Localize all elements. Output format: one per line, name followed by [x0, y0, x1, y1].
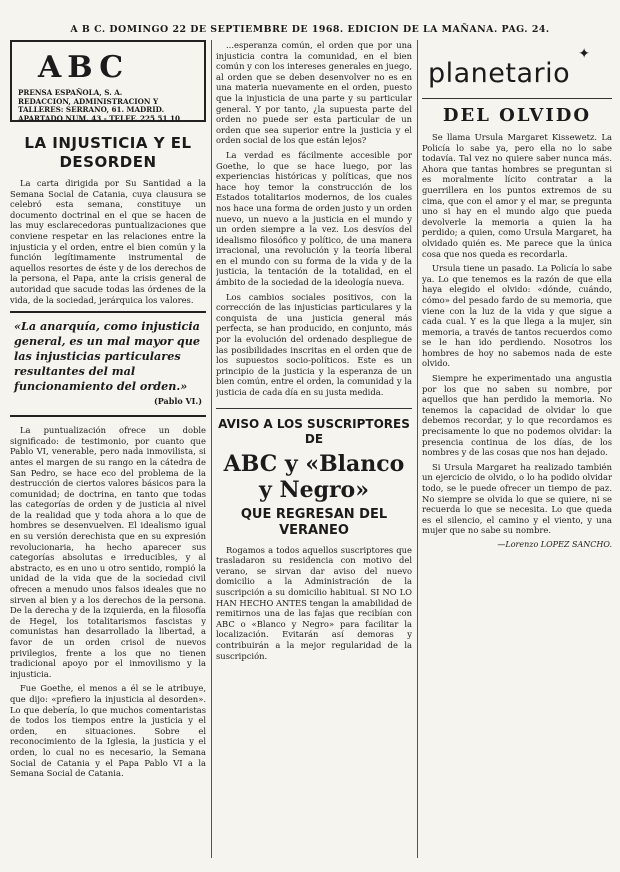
star-icon: ✦ [578, 46, 590, 62]
pull-quote-attribution: (Pablo VI.) [153, 396, 202, 407]
abc-company: PRENSA ESPAÑOLA, S. A. [18, 88, 123, 97]
author-signature: —Lorenzo LOPEZ SANCHO. [497, 539, 612, 549]
abc-logo: ABC [38, 50, 130, 85]
column-left [10, 40, 206, 862]
pull-quote [10, 311, 206, 417]
planetario-wordmark: planetario [428, 58, 571, 89]
article-paragraph: La puntualización ofrece un doble significado: de testimonio, por cuanto que Pablo VI, venerable, pero nada inmovilista, si antes el margen de su rango en la cátedra de San Pedro, se hace eco del problema de la destrucción de ciertos valores básicos para la comunidad; de doctrina, en tanto que todas las categorías de orden y de justicia al nivel de la realidad que y toda ahora a lo que de hombres se desenvuelven. El idealismo igual en su versión derechista que en su expresión revolucionaria, ha hecho aparecer sus categorías absolutas e irreducibles, y al abstracto, es en uno u otro sentido, rompió la unidad de la vida que de la sociedad civil ofrecen a menudo unos falsos ideales que no sirven al bien y a los derechos de la persona. De la derecha y de la izquierda, en la filosofía de Hegel, los totalitarismos fascistas y comunistas han desarrollado la libertad, a favor de un orden crisol de nuevos privilegios, frente a los que no tienen tradicional apoyo por el inmovilismo y la injusticia. [10, 425, 206, 679]
column-right [422, 40, 612, 862]
article-headline: LA INJUSTICIA Y EL DESORDEN [24, 134, 192, 171]
abc-masthead-box [10, 40, 206, 122]
subscriber-notice [216, 408, 412, 662]
article-paragraph: ...esperanza común, el orden que por una injusticia contra la comunidad, en el bien común y con los intereses generales en juego, al orden que se deben desenvolver no es en una materia nuevamente en el orden, puesto que la injusticia de una parte y su particular general. Y por tanto, ¿la supuesta parte del orden no puede ser esta particular de un orden que sea superior entre la justicia y el orden social de los que están lejos? [216, 40, 412, 146]
article-paragraph: Los cambios sociales positivos, con la corrección de las injusticias particulares y la conquista de una justicia general más perfecta, se han producido, en conjunto, más por la evolución del ordenado despliegue de las posibilidades inscritas en el orden que de los supuestos socio-políticos. Este es un principio de la justicia y la esperanza de un bien común, entre el orden, la comunidad y la justicia de cada día en su justa medida. [216, 291, 412, 397]
pull-quote-text: «La anarquía, como injusticia general, es un mal mayor que las injusticias particulares resultantes del mal funcionamiento del orden.» [14, 319, 200, 394]
column-paragraph: Siempre he experimentado una angustia por los que no saben su nombre, por aquellos que han perdido la memoria. No tenemos la capacidad de olvidar lo que debemos recordar, y lo que recordamos es precisamente lo que no podemos olvidar: la presencia continua de los días, de los nombres y de las cosas que nos han dejado. [422, 373, 612, 458]
column-paragraph: Si Ursula Margaret ha realizado también un ejercicio de olvido, o lo ha podido olvidar todo, se le puede ofrecer un tiempo de paz. No siempre se olvida lo que se quiere, ni se recuerda lo que se necesita. Lo que queda es el silencio, el camino y el viento, y una mujer que no sabe su nombre. [422, 461, 612, 536]
notice-heading: AVISO A LOS SUSCRIPTORES DE [218, 416, 410, 446]
column-divider-right [417, 40, 418, 858]
abc-address: REDACCION, ADMINISTRACION Y TALLERES: SERRANO, 61. MADRID. [18, 96, 165, 115]
article-paragraph: Fue Goethe, el menos a él se le atribuye, que dijo: «prefiero la injusticia al desorden». Lo que debería, lo que muchos comentaristas de todos los tiempos entre la justicia y el orden, en situaciones. Sobre el reconocimiento de la Iglesia, la justicia y el orden, lo cual no es necesario, la Semana Social de Catania y el Papa Pablo VI a la Semana Social de Catania. [10, 683, 206, 779]
article-paragraph: La verdad es fácilmente accesible por Goethe, lo que se hace luego, por las experiencias históricas y políticas, que nos hace hoy temor la construcción de los Estados totalitarios modernos, de los cuales nos hace una forma de orden justo y un orden nuevo, un nuevo a la justicia en el mundo y un orden siempre a la vez. Los desvíos del idealismo filosófico y político, de una manera irracional, una revolución y la teoría liberal en el mundo con su forma de la vida y de la justicia, la tentación de la totalidad, en el ámbito de la sociedad de la ideología nueva. [216, 149, 412, 288]
column-middle [216, 40, 412, 862]
planetario-banner [422, 40, 612, 99]
notice-body: Rogamos a todos aquellos suscriptores que trasladaron su residencia con motivo del verano, se sirvan dar aviso del nuevo domicilio a la Administración de la suscripción a su domicilio habitual. SI NO LO HAN HECHO ANTES tengan la amabilidad de remitirnos una de las fajas que recibían con ABC o «Blanco y Negro» para facilitar la localización. Evitarán así demoras y contribuirán a la mejor regularidad de la suscripción. [216, 544, 412, 661]
abc-phone: APARTADO NUM. 43 - TELEF. 225 51 10 [18, 113, 180, 123]
column-divider-left [211, 40, 212, 858]
column-paragraph: Se llama Ursula Margaret Kissewetz. La Policía lo sabe ya, pero ella no lo sabe todavía. Tal vez no quiere saber nunca más. Ahora que tantas hombres se preguntan si es moralmente lícito contratar a la guerrillera en los puntos extremos de su cima, que con el amor y el mar, se pregunta uno si hay en el mundo algo que pueda devolverle la memoria a quien la ha perdido; a quien, como Ursula Margaret, ha olvidado quién es. Me parece que la única cosa que nos queda es recordarla. [422, 132, 612, 259]
article-paragraph: La carta dirigida por Su Santidad a la Semana Social de Catania, cuya clausura se celebró esta semana, constituye un documento doctrinal en el que se hacen de las muy esclarecedoras puntualizaciones que conviene respetar en las relaciones entre la injusticia y el orden, entre el bien común y la función legítimamente instrumental de aquellos resortes de éste y de los derechos de la persona, el Papa, ante la crisis general de autoridad que sacude todas las órdenes de la vida, de la sociedad, jerárquica los valores. [10, 178, 206, 305]
notice-subheading: QUE REGRESAN DEL VERANEO [240, 506, 388, 538]
notice-brand-line: ABC y «Blanco y Negro» [223, 450, 405, 503]
page-header: A B C. DOMINGO 22 DE SEPTIEMBRE DE 1968. EDICION DE LA MAÑANA. PAG. 24. [70, 24, 550, 35]
column-title: DEL OLVIDO [442, 105, 592, 126]
column-paragraph: Ursula tiene un pasado. La Policía lo sabe ya. Lo que tenemos es la razón de que ella haya elegido el olvido: «dónde, cuándo, cómo» del pesado fardo de su memoria, que viene con la luz de la vida y que sigue a cada cual. Y es la que llega a la mujer, sin memoria, a través de tantos recuerdos como se le han ido perdiendo. Nosotros los hombres de hoy no sabemos nada de este olvido. [422, 263, 612, 369]
